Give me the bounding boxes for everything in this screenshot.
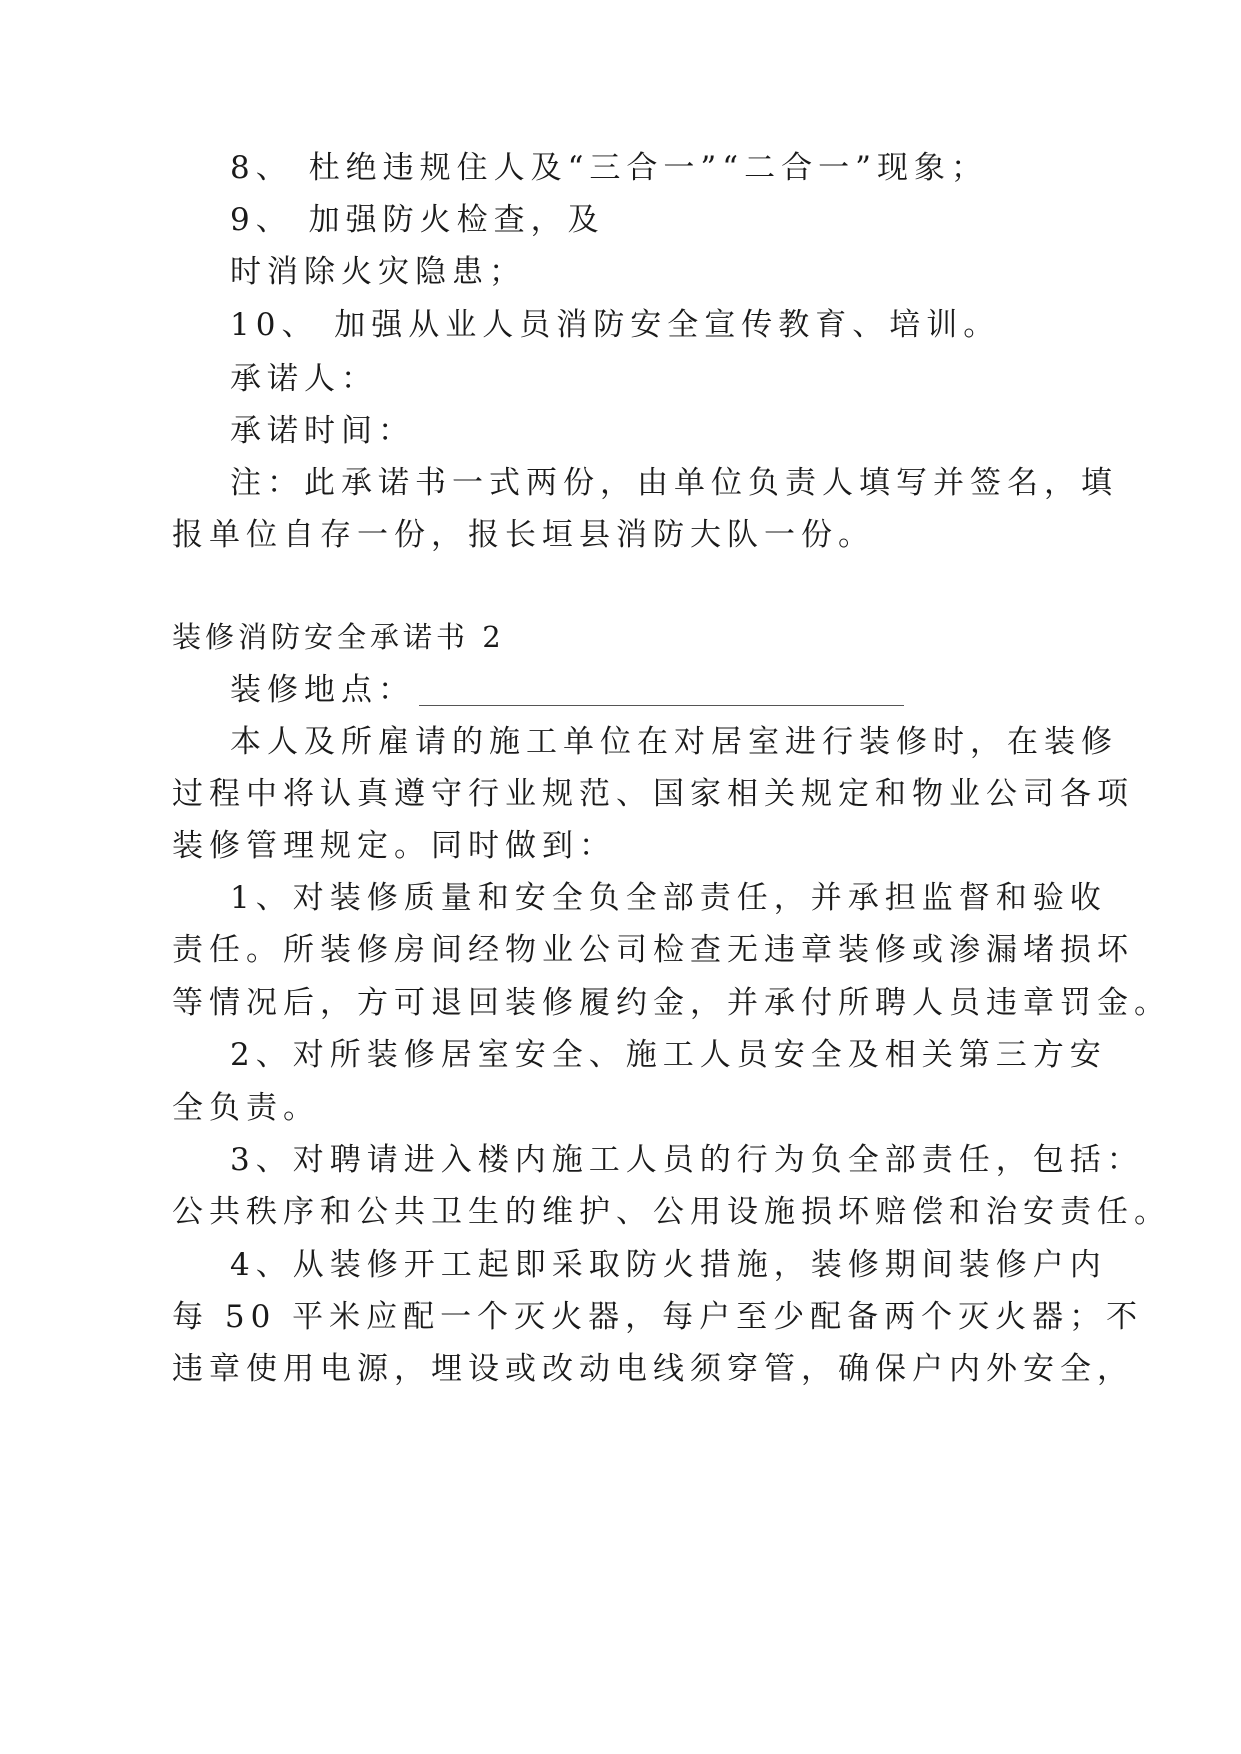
promise-time-label: 承诺时间： bbox=[230, 413, 415, 449]
item-10: 10、 加强从业人员消防安全宣传教育、培训。 bbox=[230, 307, 1001, 343]
clause-1-line-2: 责任。所装修房间经物业公司检查无违章装修或渗漏堵损坏 bbox=[172, 932, 1134, 968]
clause-3-line-2: 公共秩序和公共卫生的维护、公用设施损坏赔偿和治安责任。 bbox=[172, 1194, 1171, 1230]
item-9-line-2: 时消除火灾隐患； bbox=[230, 254, 526, 290]
clause-2-line-2: 全负责。 bbox=[172, 1090, 320, 1126]
section-title: 装修消防安全承诺书 2 bbox=[172, 620, 505, 654]
item-8: 8、 杜绝违规住人及“三合一”“二合一”现象； bbox=[230, 150, 988, 186]
location-row bbox=[230, 672, 904, 708]
clause-4-line-2: 每 50 平米应配一个灭火器，每户至少配备两个灭火器；不 bbox=[172, 1299, 1144, 1335]
location-label: 装修地点： bbox=[230, 672, 415, 708]
note-line-2: 报单位自存一份，报长垣县消防大队一份。 bbox=[172, 517, 875, 553]
clause-1-line-1: 1、对装修质量和安全负全部责任，并承担监督和验收 bbox=[230, 880, 1107, 916]
clause-3-line-1: 3、对聘请进入楼内施工人员的行为负全部责任，包括： bbox=[230, 1142, 1144, 1178]
clause-2-line-1: 2、对所装修居室安全、施工人员安全及相关第三方安 bbox=[230, 1037, 1107, 1073]
note-line-1: 注：此承诺书一式两份，由单位负责人填写并签名，填 bbox=[230, 465, 1118, 501]
clause-4-line-1: 4、从装修开工起即采取防火措施，装修期间装修户内 bbox=[230, 1247, 1107, 1283]
promisor-label: 承诺人： bbox=[230, 361, 378, 397]
location-blank-line bbox=[419, 679, 904, 706]
item-9-line-1: 9、 加强防火检查，及 bbox=[230, 202, 605, 238]
clause-4-line-3: 违章使用电源，埋设或改动电线须穿管，确保户内外安全， bbox=[172, 1351, 1134, 1387]
intro-line-3: 装修管理规定。同时做到： bbox=[172, 828, 616, 864]
intro-line-1: 本人及所雇请的施工单位在对居室进行装修时，在装修 bbox=[230, 724, 1118, 760]
clause-1-line-3: 等情况后，方可退回装修履约金，并承付所聘人员违章罚金。 bbox=[172, 985, 1171, 1021]
intro-line-2: 过程中将认真遵守行业规范、国家相关规定和物业公司各项 bbox=[172, 776, 1134, 812]
